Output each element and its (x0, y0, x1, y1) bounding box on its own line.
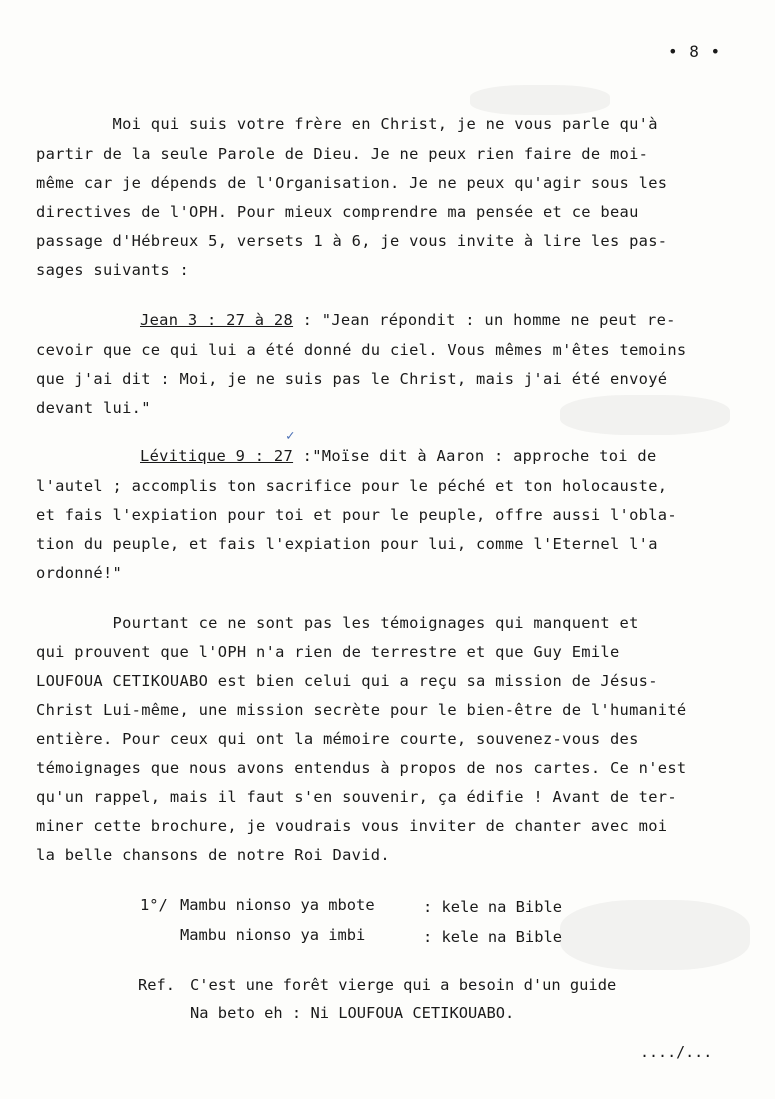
quote-text: : "Jean répondit : un homme ne peut re- (293, 311, 676, 329)
song-refrain-label: Ref. (138, 976, 176, 994)
song-verse-label: 1°/ (140, 896, 168, 914)
text-line: que j'ai dit : Moi, je ne suis pas le Christ, mais j'ai été envoyé (36, 370, 668, 388)
text-line: tion du peuple, et fais l'expiation pour lui, comme l'Eternel l'a (36, 535, 658, 553)
scripture-reference: Jean 3 : 27 à 28 (140, 311, 294, 329)
text-line: directives de l'OPH. Pour mieux comprendre ma pensée et ce beau (36, 203, 639, 221)
scripture-reference: Lévitique 9 : 27 (140, 447, 294, 465)
text-line: sages suivants : (36, 261, 190, 279)
pen-check-mark: ✓ (286, 428, 295, 444)
song-verse-text: Mambu nionso ya imbi (180, 926, 366, 944)
song-refrain-line: C'est une forêt vierge qui a besoin d'un guide (190, 976, 617, 994)
smudge (560, 900, 750, 970)
continuation-mark: ..../... (640, 1043, 713, 1061)
text-line: qui prouvent que l'OPH n'a rien de terrestre et que Guy Emile (36, 643, 620, 661)
text-line: cevoir que ce qui lui a été donné du ciel. Vous mêmes m'êtes temoins (36, 341, 687, 359)
quote-text: :"Moïse dit à Aaron : approche toi de (293, 447, 657, 465)
song-verse-response: : kele na Bible (423, 898, 562, 916)
text-line: passage d'Hébreux 5, versets 1 à 6, je vous invite à lire les pas- (36, 232, 668, 250)
scripture-quote-line (140, 310, 676, 330)
smudge (470, 85, 610, 115)
text-line: qu'un rappel, mais il faut s'en souvenir, ça édifie ! Avant de ter- (36, 788, 677, 806)
text-line: Pourtant ce ne sont pas les témoignages qui manquent et (36, 614, 639, 632)
text-line: LOUFOUA CETIKOUABO est bien celui qui a reçu sa mission de Jésus- (36, 672, 658, 690)
text-line: ordonné!" (36, 564, 123, 582)
page-number: • 8 • (668, 42, 722, 61)
text-line: miner cette brochure, je voudrais vous inviter de chanter avec moi (36, 817, 668, 835)
text-line: entière. Pour ceux qui ont la mémoire courte, souvenez-vous des (36, 730, 639, 748)
text-line: Christ Lui-même, une mission secrète pour le bien-être de l'humanité (36, 701, 687, 719)
text-line: la belle chansons de notre Roi David. (36, 846, 390, 864)
song-verse-text: Mambu nionso ya mbote (180, 896, 375, 914)
text-line: et fais l'expiation pour toi et pour le peuple, offre aussi l'obla- (36, 506, 677, 524)
song-verse-response: : kele na Bible (423, 928, 562, 946)
text-line: témoignages que nous avons entendus à propos de nos cartes. Ce n'est (36, 759, 687, 777)
text-line: l'autel ; accomplis ton sacrifice pour le péché et ton holocauste, (36, 477, 668, 495)
scripture-quote-line (140, 446, 657, 466)
song-refrain-line: Na beto eh : Ni LOUFOUA CETIKOUABO. (190, 1004, 515, 1022)
text-line: devant lui." (36, 399, 151, 417)
smudge (560, 395, 730, 435)
text-line: même car je dépends de l'Organisation. Je ne peux qu'agir sous les (36, 174, 668, 192)
text-line: Moi qui suis votre frère en Christ, je ne vous parle qu'à (36, 115, 658, 133)
text-line: partir de la seule Parole de Dieu. Je ne peux rien faire de moi- (36, 145, 649, 163)
